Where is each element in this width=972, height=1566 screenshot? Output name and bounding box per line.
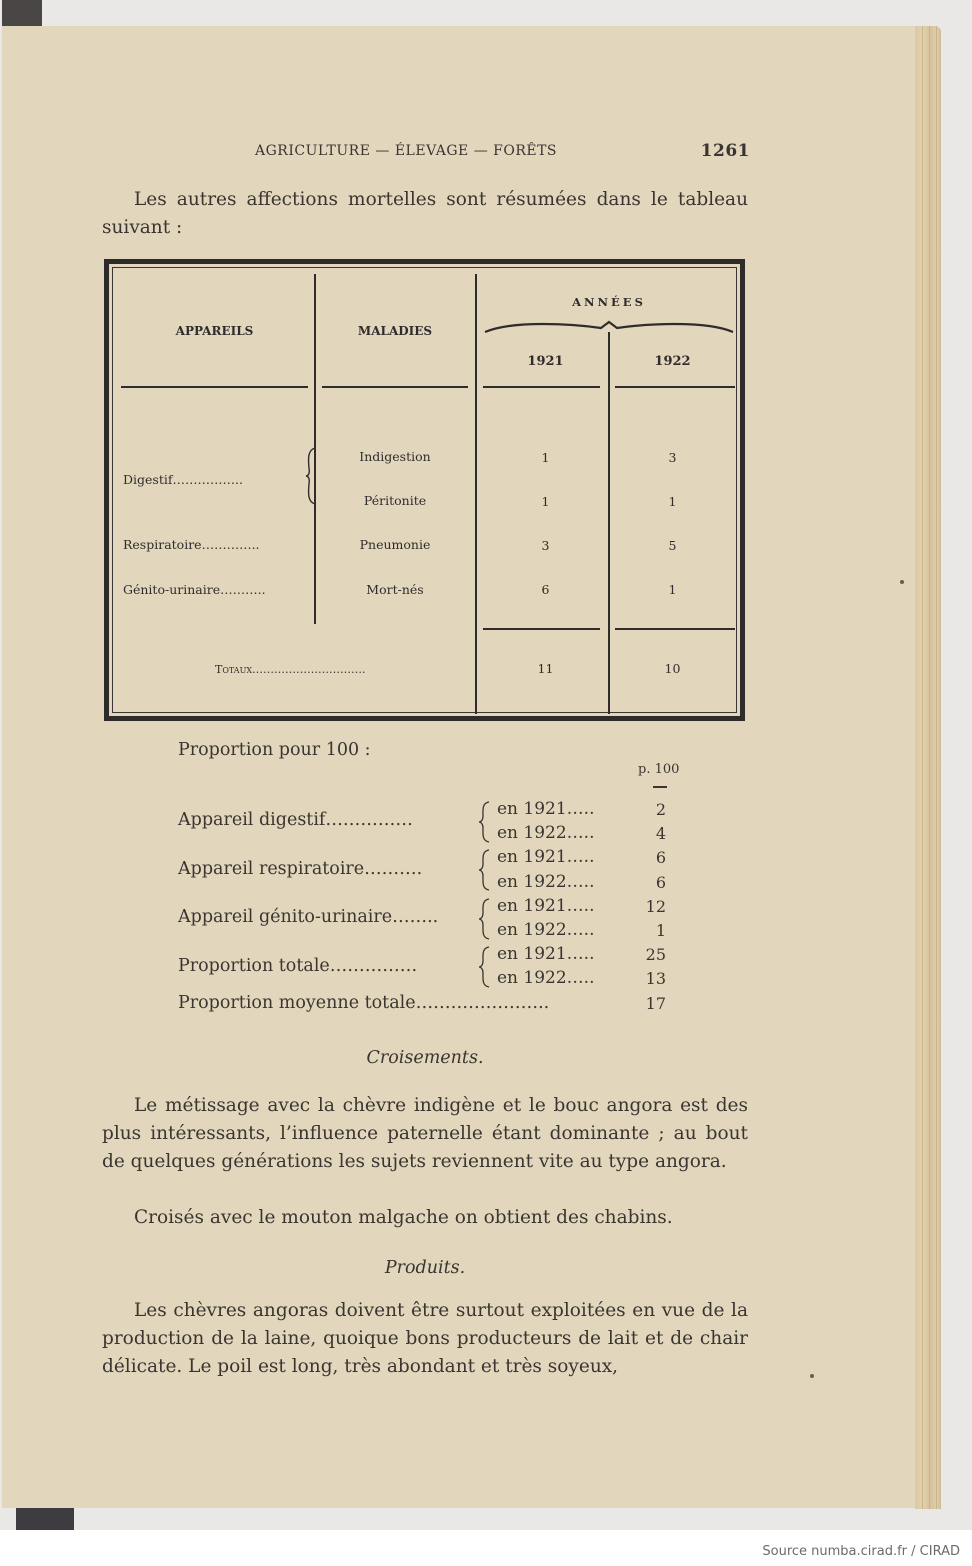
proportion-value: 13 [645,969,666,988]
page-stack-edge [915,26,941,1509]
page-number: 1261 [700,141,750,161]
value-1921: 3 [541,538,550,553]
page-edge-line [936,26,937,1509]
proportion-average-value: 17 [645,994,666,1013]
proportion-label-totale: Proportion totale…………… [178,956,418,976]
proportion-year: en 1921….. [497,896,595,916]
book-page [2,26,917,1508]
header-rule [121,386,308,388]
group-brace-icon [477,897,491,941]
group-brace-icon [477,945,491,989]
proportion-value: 2 [655,800,666,819]
totals-label: Totaux…………………………. [215,663,366,676]
proportion-value: 1 [655,921,666,940]
scan-corner-shadow [2,0,42,26]
croisements-paragraph: Croisés avec le mouton malgache on obtient des chabins. [134,1207,673,1228]
paper-speck [810,1374,814,1378]
group-brace-icon [477,800,491,844]
proportion-title: Proportion pour 100 : [178,740,371,760]
header-maladies: MALADIES [357,324,433,338]
annees-brace-icon [483,320,735,336]
disease-pneumonie: Pneumonie [359,537,431,552]
proportion-average-label: Proportion moyenne totale………………….. [178,993,550,1013]
value-1922: 5 [668,538,677,553]
row-label-genito-urinaire: Génito-urinaire……….. [123,582,266,597]
value-1921: 1 [541,494,550,509]
header-year-1922: 1922 [654,354,691,369]
paper-speck [900,580,904,584]
proportion-value: 6 [655,848,666,867]
totals-rule [615,628,735,630]
header-rule [483,386,600,388]
proportion-year: en 1922….. [497,872,595,892]
header-rule [322,386,468,388]
total-1921: 11 [537,661,554,676]
value-1921: 1 [541,450,550,465]
proportion-year: en 1921….. [497,944,595,964]
diseases-table [104,259,745,721]
proportion-value: 6 [655,873,666,892]
digestif-brace-icon [305,446,317,506]
disease-indigestion: Indigestion [359,449,431,464]
produits-paragraph: Les chèvres angoras doivent être surtout exploitées en vue de la production de la laine, quoique bons producteurs de lait et de chair délicate. Le poil est long, très abondant et très soyeux, [102,1300,748,1377]
section-heading-croisements: Croisements. [366,1048,484,1068]
disease-mort-nes: Mort-nés [366,582,424,597]
croisements-paragraph: Le métissage avec la chèvre indigène et le bouc angora est des plus intéressants, l’influence paternelle étant dominante ; au bout de quelques générations les sujets reviennent vite au type angora. [102,1095,748,1172]
proportion-value: 12 [645,897,666,916]
header-year-1921: 1921 [527,354,564,369]
row-label-digestif: Digestif…………….. [123,472,243,487]
proportion-label-respiratoire: Appareil respiratoire………. [178,859,423,879]
proportion-year: en 1922….. [497,823,595,843]
proportion-value: 25 [645,945,666,964]
proportion-label-digestif: Appareil digestif…………… [178,810,413,830]
header-rule [615,386,735,388]
intro-paragraph: Les autres affections mortelles sont résumées dans le tableau suivant : [102,189,748,238]
value-1922: 3 [668,450,677,465]
proportion-year: en 1922….. [497,968,595,988]
page-edge-line [922,26,923,1509]
proportion-year: en 1921….. [497,799,595,819]
unit-underline [653,786,667,788]
value-1921: 6 [541,582,550,597]
running-head-title: AGRICULTURE — ÉLEVAGE — FORÊTS [255,143,558,159]
header-annees: ANNÉES [572,295,646,309]
proportion-label-genito-urinaire: Appareil génito-urinaire…….. [178,907,439,927]
row-label-respiratoire: Respiratoire………….. [123,537,260,552]
group-brace-icon [477,848,491,892]
section-heading-produits: Produits. [384,1258,466,1278]
proportion-unit: p. 100 [638,762,680,777]
proportion-year: en 1922….. [497,920,595,940]
value-1922: 1 [668,582,677,597]
header-appareils: APPAREILS [175,324,254,338]
total-1922: 10 [664,661,681,676]
column-divider [608,332,610,714]
column-divider [475,274,477,714]
source-credit: Source numba.cirad.fr / CIRAD [762,1544,960,1559]
scan-corner-shadow [16,1508,74,1530]
value-1922: 1 [668,494,677,509]
proportion-year: en 1921….. [497,847,595,867]
disease-peritonite: Péritonite [363,493,427,508]
page-edge-line [929,26,930,1509]
totals-rule [483,628,600,630]
proportion-value: 4 [655,824,666,843]
